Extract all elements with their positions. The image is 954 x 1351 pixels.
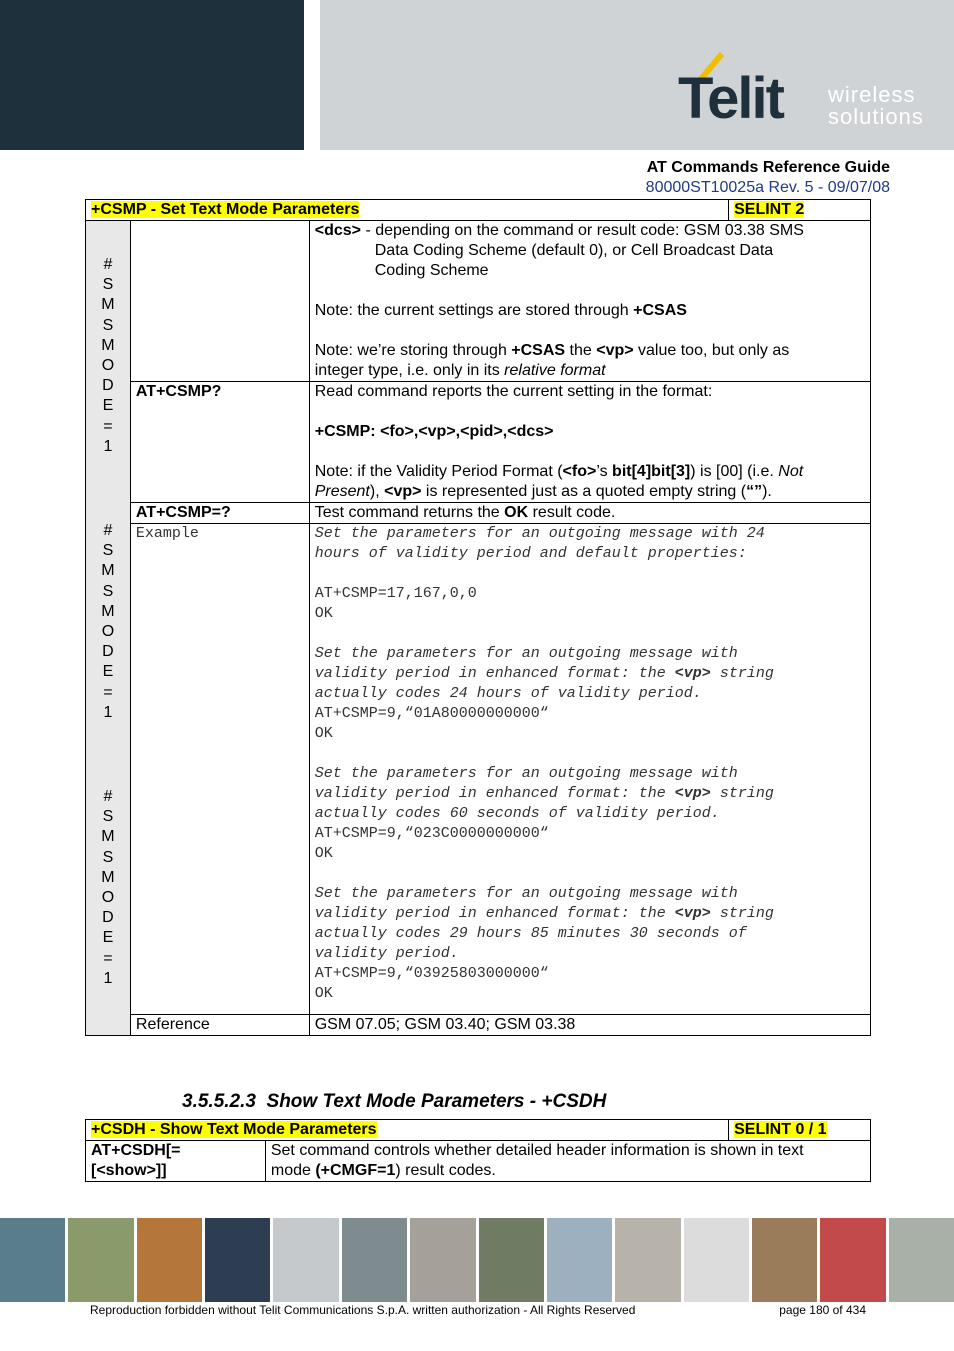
selint-cell [729, 200, 871, 221]
blank-cell [130, 221, 309, 382]
page-footer [90, 1303, 866, 1317]
table-row [86, 1015, 871, 1036]
selint-cell [729, 1120, 871, 1141]
telit-logo [678, 48, 928, 138]
table-title: +CSDH - Show Text Mode Parameters [91, 1121, 377, 1138]
logo-tagline: wireless solutions [828, 82, 924, 129]
test-description-cell: Test command returns the OK result code. [309, 503, 870, 524]
smsmode-side-cell [86, 221, 131, 1036]
read-command-cell: AT+CSMP? [130, 382, 309, 503]
section-heading: 3.5.5.2.3 Show Text Mode Parameters - +CSDH [182, 1091, 607, 1112]
table-row [86, 524, 871, 1015]
side-label-1: # S M S M O D E = 1 [101, 256, 115, 455]
table-header-row [86, 1120, 871, 1141]
table-title: +CSMP - Set Text Mode Parameters [91, 201, 360, 218]
test-command-cell: AT+CSMP=? [130, 503, 309, 524]
example-content-cell: Set the parameters for an outgoing message with 24 hours of validity period and default properties: AT+CSMP=17,167,0,0 OK Set the parameters for an outgoing message with validity period in enhanced format: the <vp> string actually codes 24 hours of validity period. AT+CSMP=9,“01A80000000000“ OK Set the parameters for an outgoing message with validity period in enhanced format: the <vp> string actually codes 60 seconds of validity period. AT+CSMP=9,“023C0000000000“ OK Set the parameters for an outgoing message with validity period in enhanced format: the <vp> string actually codes 29 hours 85 minutes 30 seconds of validity period. AT+CSMP=9,“03925803000000“ OK [309, 524, 870, 1015]
read-description-cell: Read command reports the current setting in the format: +CSMP: <fo>,<vp>,<pid>,<dcs> Note: if the Validity Period Format (<fo>’s bit[4]bit[3]) is [00] (i.e. Not Present), <vp> is represented just as a quoted empty string (“”). [309, 382, 870, 503]
header-dark-panel [0, 0, 304, 150]
footer-photo-strip [0, 1218, 954, 1302]
document-reference: 80000ST10025a Rev. 5 - 09/07/08 [645, 179, 890, 196]
set-command-cell: AT+CSDH[= [<show>]] [86, 1141, 266, 1182]
table-row [86, 503, 871, 524]
logo-wordmark: Telit [678, 66, 783, 131]
selint-badge: SELINT 0 / 1 [734, 1121, 827, 1138]
table-row [86, 1141, 871, 1182]
footer-copyright: Reproduction forbidden without Telit Communications S.p.A. written authorization - All Rights Reserved [90, 1303, 636, 1317]
example-label-cell: Example [130, 524, 309, 1015]
table-title-cell [86, 200, 729, 221]
side-label-3: # S M S M O D E = 1 [101, 788, 115, 987]
dcs-description-cell: <dcs> - depending on the command or result code: GSM 03.38 SMS Data Coding Scheme (default 0), or Cell Broadcast Data Coding Scheme Note: the current settings are stored through +CSAS Note: we’re storing through +CSAS the <vp> value too, but only as integer type, i.e. only in its relative format [309, 221, 870, 382]
table-row [86, 221, 871, 382]
set-description-cell: Set command controls whether detailed header information is shown in text mode (+CMGF=1) result codes. [265, 1141, 870, 1182]
csmp-command-table [85, 199, 871, 1036]
document-title: AT Commands Reference Guide [646, 159, 890, 176]
footer-page-number: page 180 of 434 [779, 1303, 866, 1317]
selint-badge: SELINT 2 [734, 201, 805, 218]
table-row [86, 382, 871, 503]
side-label-2: # S M S M O D E = 1 [101, 522, 115, 721]
document-title-block [646, 158, 890, 198]
csdh-command-table [85, 1119, 871, 1182]
table-title-cell [86, 1120, 729, 1141]
reference-label-cell: Reference [130, 1015, 309, 1036]
reference-value-cell: GSM 07.05; GSM 03.40; GSM 03.38 [309, 1015, 870, 1036]
table-header-row [86, 200, 871, 221]
